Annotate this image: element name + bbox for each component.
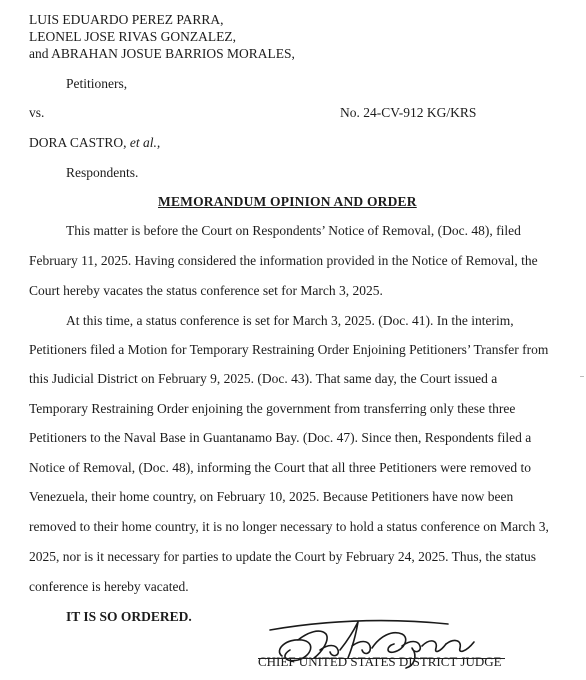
petitioner-name-1: LUIS EDUARDO PEREZ PARRA, (29, 12, 224, 27)
closing-order: IT IS SO ORDERED. (66, 609, 192, 624)
versus: vs. (29, 105, 45, 120)
paragraph-line: This matter is before the Court on Respondents’ Notice of Removal, (Doc. 48), filed (66, 223, 521, 238)
paragraph-line: Petitioners to the Naval Base in Guantanamo Bay. (Doc. 47). Since then, Respondents filed a (29, 430, 532, 445)
document-title: MEMORANDUM OPINION AND ORDER (158, 194, 417, 209)
respondent-name-text: DORA CASTRO, (29, 135, 130, 150)
page-edge-mark (580, 376, 584, 377)
paragraph-line: this Judicial District on February 9, 2025. (Doc. 43). That same day, the Court issued a (29, 371, 498, 386)
paragraph-line: Court hereby vacates the status conference set for March 3, 2025. (29, 283, 383, 298)
petitioner-name-2: LEONEL JOSE RIVAS GONZALEZ, (29, 29, 236, 44)
paragraph-line: February 11, 2025. Having considered the information provided in the Notice of Removal, the (29, 253, 538, 268)
paragraph-line: Petitioners filed a Motion for Temporary Restraining Order Enjoining Petitioners’ Transfer from (29, 342, 549, 357)
respondents-label: Respondents. (66, 165, 139, 180)
paragraph-line: removed to their home country, it is no longer necessary to hold a status conference on March 3, (29, 519, 549, 534)
paragraph-line: Temporary Restraining Order enjoining the government from transferring only these three (29, 401, 516, 416)
paragraph-line: Venezuela, their home country, on February 10, 2025. Because Petitioners have now been (29, 489, 514, 504)
respondent-name (29, 135, 160, 151)
paragraph-line: conference is hereby vacated. (29, 579, 189, 594)
paragraph-line: 2025, nor is it necessary for parties to update the Court by February 24, 2025. Thus, the status (29, 549, 537, 564)
respondent-etal: et al., (129, 135, 161, 150)
paragraph-line: Notice of Removal, (Doc. 48), informing the Court that all three Petitioners were removed to (29, 460, 531, 475)
signature-title: CHIEF UNITED STATES DISTRICT JUDGE (258, 654, 502, 669)
case-number: No. 24-CV-912 KG/KRS (340, 105, 477, 120)
petitioner-name-3: and ABRAHAN JOSUE BARRIOS MORALES, (29, 46, 295, 61)
petitioners-label: Petitioners, (66, 76, 128, 91)
paragraph-line: At this time, a status conference is set for March 3, 2025. (Doc. 41). In the interim, (66, 313, 514, 328)
